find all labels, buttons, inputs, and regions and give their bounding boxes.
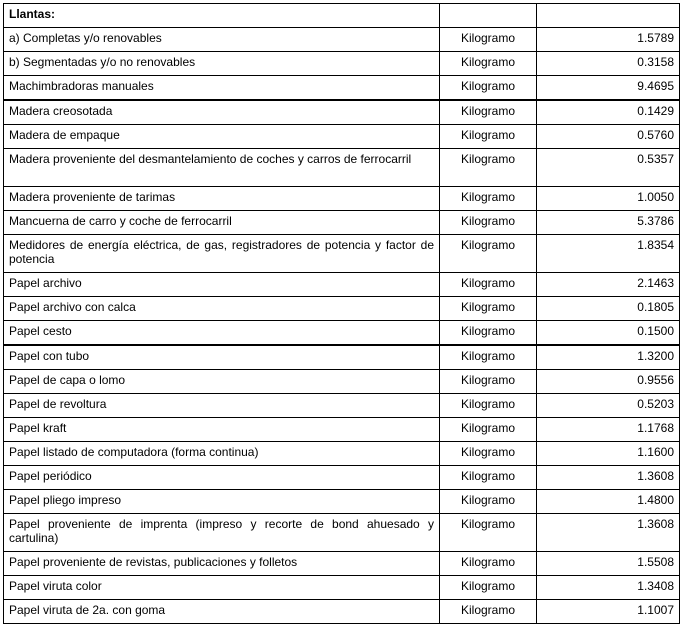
item-unit: Kilogramo: [440, 576, 537, 600]
item-value: 1.3608: [537, 466, 680, 490]
item-unit: Kilogramo: [440, 600, 537, 624]
table-row: [4, 552, 680, 576]
section-header: Llantas:: [4, 4, 440, 28]
table-row: [4, 321, 680, 346]
item-value: 1.1600: [537, 442, 680, 466]
item-description: Mancuerna de carro y coche de ferrocarril: [4, 211, 440, 235]
item-unit: Kilogramo: [440, 100, 537, 125]
table-row: [4, 600, 680, 624]
table-row: [4, 76, 680, 101]
item-unit: Kilogramo: [440, 187, 537, 211]
table-row: [4, 394, 680, 418]
table-row: [4, 370, 680, 394]
item-unit: Kilogramo: [440, 490, 537, 514]
table-row: [4, 345, 680, 370]
item-description: Papel listado de computadora (forma continua): [4, 442, 440, 466]
header-empty-cell: [440, 4, 537, 28]
table-row: [4, 514, 680, 552]
table-row: [4, 211, 680, 235]
item-value: 0.5760: [537, 125, 680, 149]
item-value: 9.4695: [537, 76, 680, 101]
item-description: Papel de capa o lomo: [4, 370, 440, 394]
item-value: 1.3608: [537, 514, 680, 552]
item-value: 0.1805: [537, 297, 680, 321]
item-value: 0.5357: [537, 149, 680, 187]
item-description: Machimbradoras manuales: [4, 76, 440, 101]
table-row: [4, 235, 680, 273]
item-unit: Kilogramo: [440, 321, 537, 346]
table-row: [4, 273, 680, 297]
item-unit: Kilogramo: [440, 370, 537, 394]
price-table: [3, 3, 680, 624]
header-empty-cell: [537, 4, 680, 28]
item-unit: Kilogramo: [440, 149, 537, 187]
item-description: Papel kraft: [4, 418, 440, 442]
item-description: Madera proveniente de tarimas: [4, 187, 440, 211]
item-description: Madera proveniente del desmantelamiento de coches y carros de ferrocarril: [4, 149, 440, 187]
item-unit: Kilogramo: [440, 235, 537, 273]
item-unit: Kilogramo: [440, 442, 537, 466]
item-description: Papel proveniente de revistas, publicaciones y folletos: [4, 552, 440, 576]
item-description: Papel pliego impreso: [4, 490, 440, 514]
item-unit: Kilogramo: [440, 552, 537, 576]
item-unit: Kilogramo: [440, 76, 537, 101]
item-value: 1.0050: [537, 187, 680, 211]
table-row: [4, 466, 680, 490]
table-row: [4, 52, 680, 76]
item-description: a) Completas y/o renovables: [4, 28, 440, 52]
item-value: 1.5508: [537, 552, 680, 576]
item-unit: Kilogramo: [440, 418, 537, 442]
item-description: Medidores de energía eléctrica, de gas, registradores de potencia y factor de potencia: [4, 235, 440, 273]
table-row: [4, 418, 680, 442]
table-row: [4, 576, 680, 600]
item-value: 0.3158: [537, 52, 680, 76]
table-row: [4, 490, 680, 514]
item-description: Papel cesto: [4, 321, 440, 346]
item-unit: Kilogramo: [440, 345, 537, 370]
item-description: Papel con tubo: [4, 345, 440, 370]
item-unit: Kilogramo: [440, 466, 537, 490]
item-unit: Kilogramo: [440, 211, 537, 235]
item-unit: Kilogramo: [440, 125, 537, 149]
item-value: 1.3200: [537, 345, 680, 370]
item-description: Papel de revoltura: [4, 394, 440, 418]
item-value: 0.1500: [537, 321, 680, 346]
item-unit: Kilogramo: [440, 273, 537, 297]
table-row: [4, 442, 680, 466]
item-value: 0.9556: [537, 370, 680, 394]
table-row: [4, 100, 680, 125]
item-value: 1.4800: [537, 490, 680, 514]
table-row: [4, 125, 680, 149]
item-value: 1.1768: [537, 418, 680, 442]
item-value: 5.3786: [537, 211, 680, 235]
item-description: Papel viruta de 2a. con goma: [4, 600, 440, 624]
item-description: Papel viruta color: [4, 576, 440, 600]
item-value: 0.1429: [537, 100, 680, 125]
item-value: 1.1007: [537, 600, 680, 624]
item-value: 0.5203: [537, 394, 680, 418]
item-value: 1.8354: [537, 235, 680, 273]
table-row: [4, 149, 680, 187]
item-unit: Kilogramo: [440, 514, 537, 552]
item-unit: Kilogramo: [440, 28, 537, 52]
item-unit: Kilogramo: [440, 52, 537, 76]
table-row: [4, 28, 680, 52]
item-description: Madera creosotada: [4, 100, 440, 125]
item-description: Papel archivo con calca: [4, 297, 440, 321]
table-header-row: [4, 4, 680, 28]
item-description: Madera de empaque: [4, 125, 440, 149]
item-value: 1.3408: [537, 576, 680, 600]
table-row: [4, 297, 680, 321]
item-description: Papel proveniente de imprenta (impreso y recorte de bond ahuesado y cartulina): [4, 514, 440, 552]
item-value: 1.5789: [537, 28, 680, 52]
item-description: Papel archivo: [4, 273, 440, 297]
item-description: b) Segmentadas y/o no renovables: [4, 52, 440, 76]
item-description: Papel periódico: [4, 466, 440, 490]
table-row: [4, 187, 680, 211]
item-unit: Kilogramo: [440, 297, 537, 321]
item-value: 2.1463: [537, 273, 680, 297]
item-unit: Kilogramo: [440, 394, 537, 418]
